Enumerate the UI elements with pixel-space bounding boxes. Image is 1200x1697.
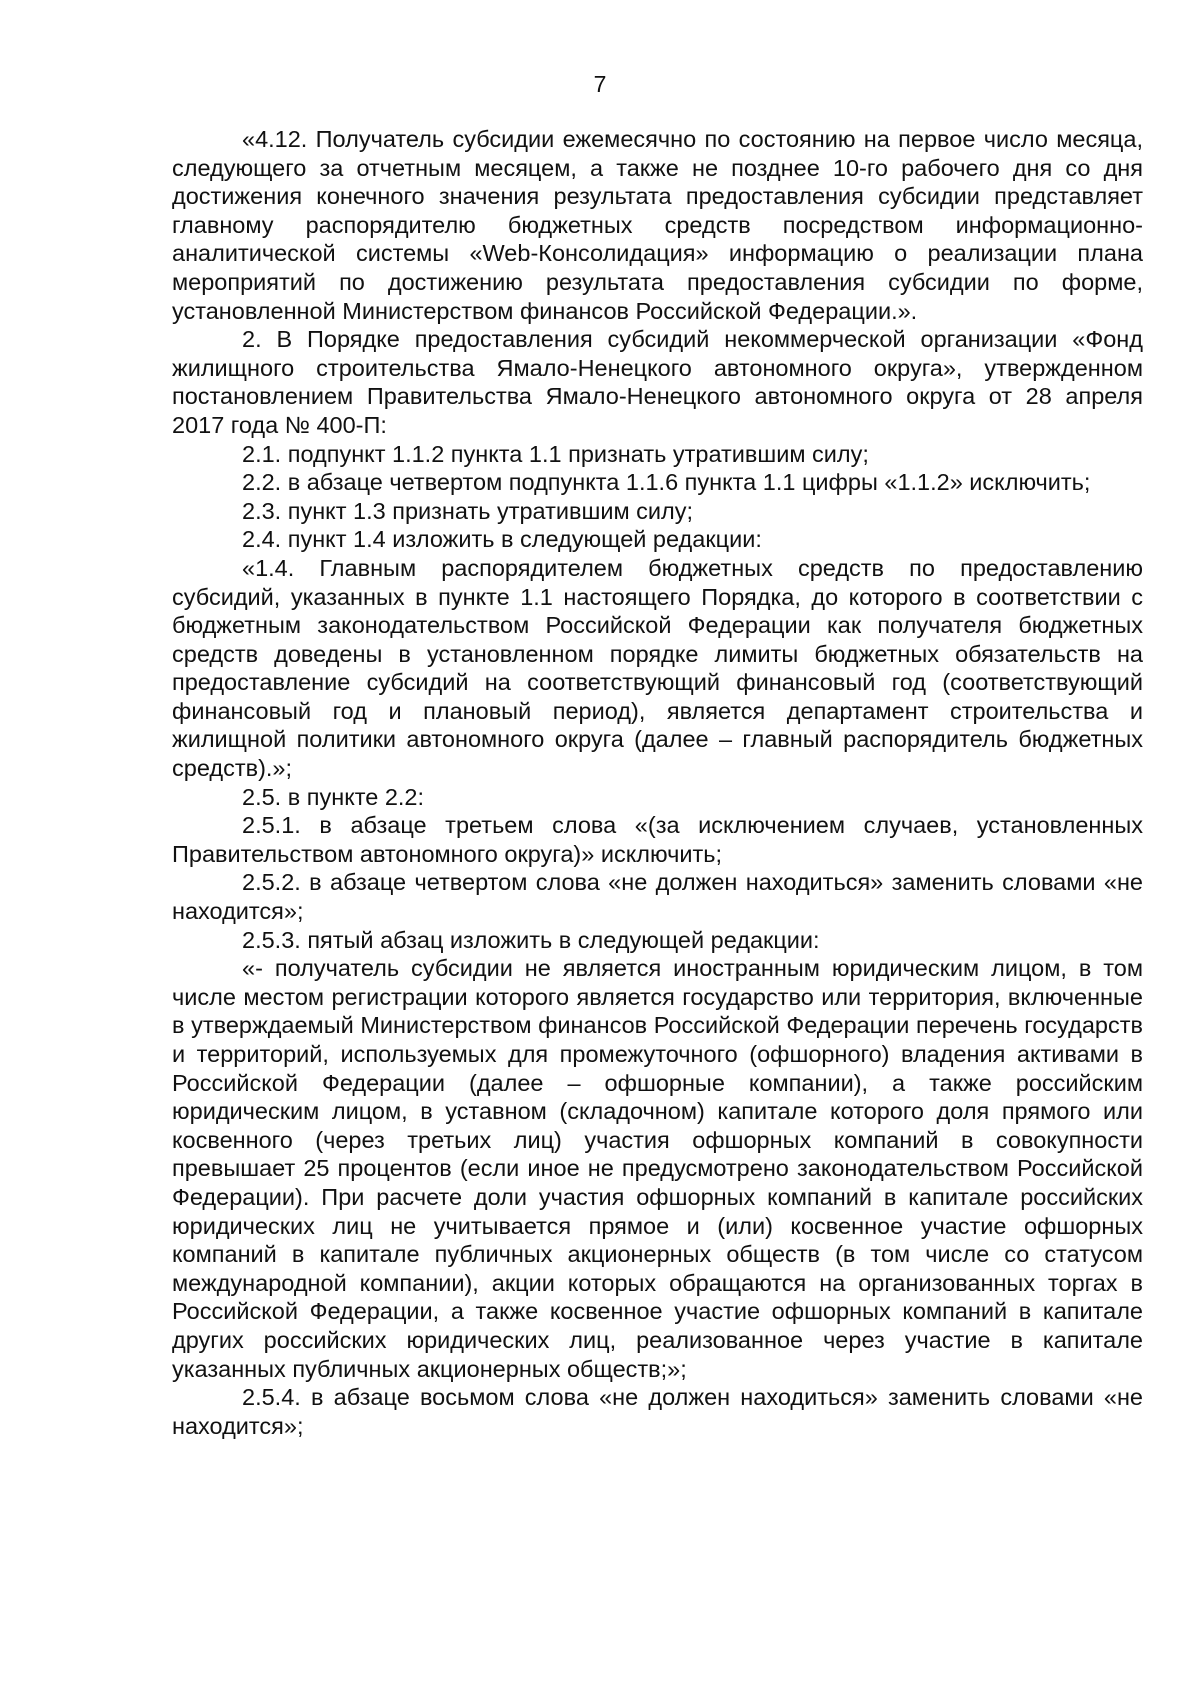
document-body [172, 125, 1143, 1440]
paragraph-2-5-1: 2.5.1. в абзаце третьем слова «(за исключением случаев, установленных Правительством автономного округа)» исключить; [172, 812, 1143, 867]
paragraph-2-5: 2.5. в пункте 2.2: [242, 783, 425, 810]
paragraph-offshore-quote: «- получатель субсидии не является иностранным юридическим лицом, в том числе местом регистрации которого является государство или территория, включенные в утверждаемый Министерством финансов Российской Федерации перечень государств и территорий, используемых для промежуточного (офшорного) владения активами в Российской Федерации (далее – офшорные компании), а также российским юридическим лицом, в уставном (складочном) капитале которого доля прямого или косвенного (через третьих лиц) участия офшорных компаний в совокупности превышает 25 процентов (если иное не предусмотрено законодательством Российской Федерации). При расчете доли участия офшорных компаний в капитале российских юридических лиц не учитывается прямое и (или) косвенное участие офшорных компаний в капитале публичных акционерных обществ (в том числе со статусом международной компании), акции которых обращаются на организованных торгах в Российской Федерации, а также косвенное участие офшорных компаний в капитале других российских юридических лиц, реализованное через участие в капитале указанных публичных акционерных обществ;»; [172, 955, 1143, 1382]
paragraph-2-2: 2.2. в абзаце четвертом подпункта 1.1.6 пункта 1.1 цифры «1.1.2» исключить; [242, 469, 1091, 496]
paragraph-2-3: 2.3. пункт 1.3 признать утратившим силу; [242, 497, 694, 524]
paragraph-2-1: 2.1. подпункт 1.1.2 пункта 1.1 признать утратившим силу; [242, 440, 869, 467]
paragraph-2-5-4: 2.5.4. в абзаце восьмом слова «не должен находиться» заменить словами «не находится»; [172, 1384, 1143, 1439]
paragraph-2-4: 2.4. пункт 1.4 изложить в следующей редакции: [242, 526, 762, 553]
page-number: 7 [593, 71, 607, 97]
paragraph-4-12: «4.12. Получатель субсидии ежемесячно по состоянию на первое число месяца, следующего за отчетным месяцем, а также не позднее 10-го рабочего дня со дня достижения конечного значения результата предоставления субсидии представляет главному распорядителю бюджетных средств посредством информационно-аналитической системы «Web-Консолидация» информацию о реализации плана мероприятий по достижению результата предоставления субсидии по форме, установленной Министерством финансов Российской Федерации.». [172, 126, 1143, 324]
paragraph-2-5-3: 2.5.3. пятый абзац изложить в следующей редакции: [242, 926, 820, 953]
paragraph-2: 2. В Порядке предоставления субсидий некоммерческой организации «Фонд жилищного строительства Ямало-Ненецкого автономного округа», утвержденном постановлением Правительства Ямало-Ненецкого автономного округа от 28 апреля 2017 года № 400-П: [172, 326, 1143, 438]
paragraph-2-5-2: 2.5.2. в абзаце четвертом слова «не должен находиться» заменить словами «не находится»; [172, 869, 1143, 925]
paragraph-1-4-quote: «1.4. Главным распорядителем бюджетных средств по предоставлению субсидий, указанных в пункте 1.1 настоящего Порядка, до которого в соответствии с бюджетным законодательством Российской Федерации как получателя бюджетных средств доведены в установленном порядке лимиты бюджетных обязательств на предоставление субсидий на соответствующий финансовый год (соответствующий финансовый год и плановый период), является департамент строительства и жилищной политики автономного округа (далее – главный распорядитель бюджетных средств).»; [172, 554, 1143, 782]
